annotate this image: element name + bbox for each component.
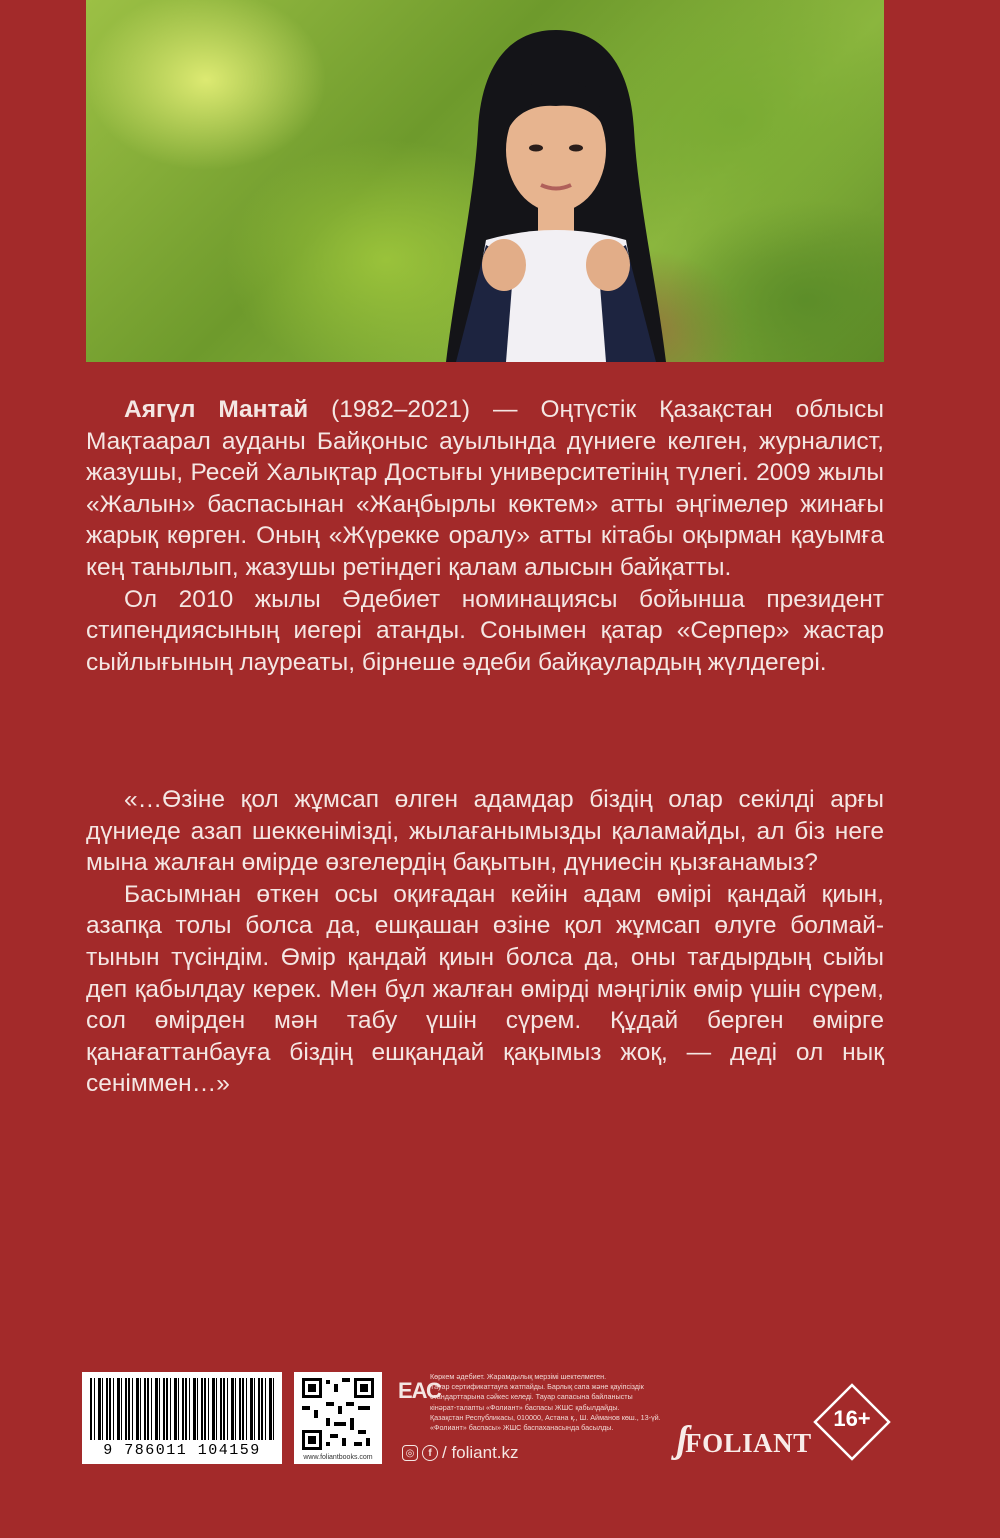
qr-pattern — [302, 1378, 374, 1450]
excerpt-paragraph-2: Басымнан өткен осы оқиғадан кейін адам өмірі қандай қиын, азапқа толы болса да, ешқашан өзіне қол жұмсап өлуге болмайтынын түсіндім. Өмір қандай қиын болса да, оны тағдырдың сыйы деп қабылдау керек. Мен бұл жалған өмірді мәңгілік өмір үшін сүрем, сол өмірден мән табу үшін сүрем. Құдай берген өмірге қанағаттанбауға біздің ешқандай қақымыз жоқ, — деді ол нық сеніммен…» — [86, 880, 884, 1098]
age-rating-badge — [812, 1382, 892, 1462]
qr-code — [294, 1372, 382, 1464]
isbn-barcode — [82, 1372, 282, 1464]
legal-line: стандарттарына сәйкес келеді. Тауар сапасына байланысты — [430, 1392, 633, 1402]
bio-paragraph-2: Ол 2010 жылы Әдебиет номинациясы бойынша президент стипендиясының иегері атанды. Сонымен қатар «Серпер» жастар сыйлығының лауреаты, бірнеше әдеби байқаулардың жүлдегері. — [86, 585, 884, 676]
excerpt-paragraph-1: «…Өзіне қол жұмсап өлген адамдар біздің олар секілді арғы дүниеде азап шеккенімізді, жылағанымызды қаламайды, ал біз неге мына жалған өмірде өзгелердің бақытын, дүниесін қызғанамыз? — [86, 786, 884, 877]
bio-paragraph-1-text: (1982–2021) — Оңтүстік Қазақстан облысы Мақтаарал ауданы Байқоныс ауылында дүниеге келген, журналист, жазушы, Ресей Халықтар Достығы университетінің түлегі. 2009 жылы «Жалын» баспасынан «Жаңбырлы көктем» атты әңгімелер жинағы жарық көрген. Оның «Жүрекке оралу» атты кітабы оқырман қауымға кең танылып, жазушы ретіндегі қалам алысын байқатты. — [86, 396, 884, 581]
legal-line: Көркем әдебиет. Жарамдылық мерзімі шектелмеген. — [430, 1372, 607, 1381]
portrait-photo — [386, 20, 726, 362]
barcode-lines — [90, 1378, 274, 1440]
age-rating: 16+ — [833, 1406, 871, 1431]
legal-line: «Фолиант» баспасы» ЖШС баспаханасында басылды. — [430, 1423, 614, 1433]
book-excerpt — [86, 784, 884, 1100]
bio-paragraph-1 — [86, 394, 884, 584]
author-photo — [86, 0, 884, 362]
eac-mark: ЕАС — [398, 1378, 441, 1403]
legal-line: кінәрат-талапты «Фолиант» баспасы ЖШС қабылдайды. — [430, 1402, 620, 1412]
qr-url: www.foliantbooks.com — [303, 1454, 373, 1461]
legal-line: Қазақстан Республикасы, 010000, Астана қ., Ш. Айманов көш., 13-үй. — [430, 1412, 661, 1422]
author-bio — [86, 394, 884, 678]
social-links — [402, 1443, 519, 1463]
legal-info — [430, 1372, 690, 1433]
legal-line: Тауар сертификаттауға жатпайды. Барлық сапа және қауіпсіздік — [430, 1382, 644, 1392]
author-name: Аягүл Мантай — [124, 396, 309, 423]
foliant-f-icon: ʃ — [676, 1419, 690, 1461]
social-handle: / foliant.kz — [442, 1443, 519, 1462]
instagram-icon: ◎ — [402, 1445, 418, 1461]
publisher-logo — [676, 1418, 812, 1462]
publisher-logo-text: FOLIANT — [685, 1428, 812, 1458]
barcode-digits: 9 786011 104159 — [103, 1442, 261, 1459]
facebook-icon: f — [422, 1445, 438, 1461]
